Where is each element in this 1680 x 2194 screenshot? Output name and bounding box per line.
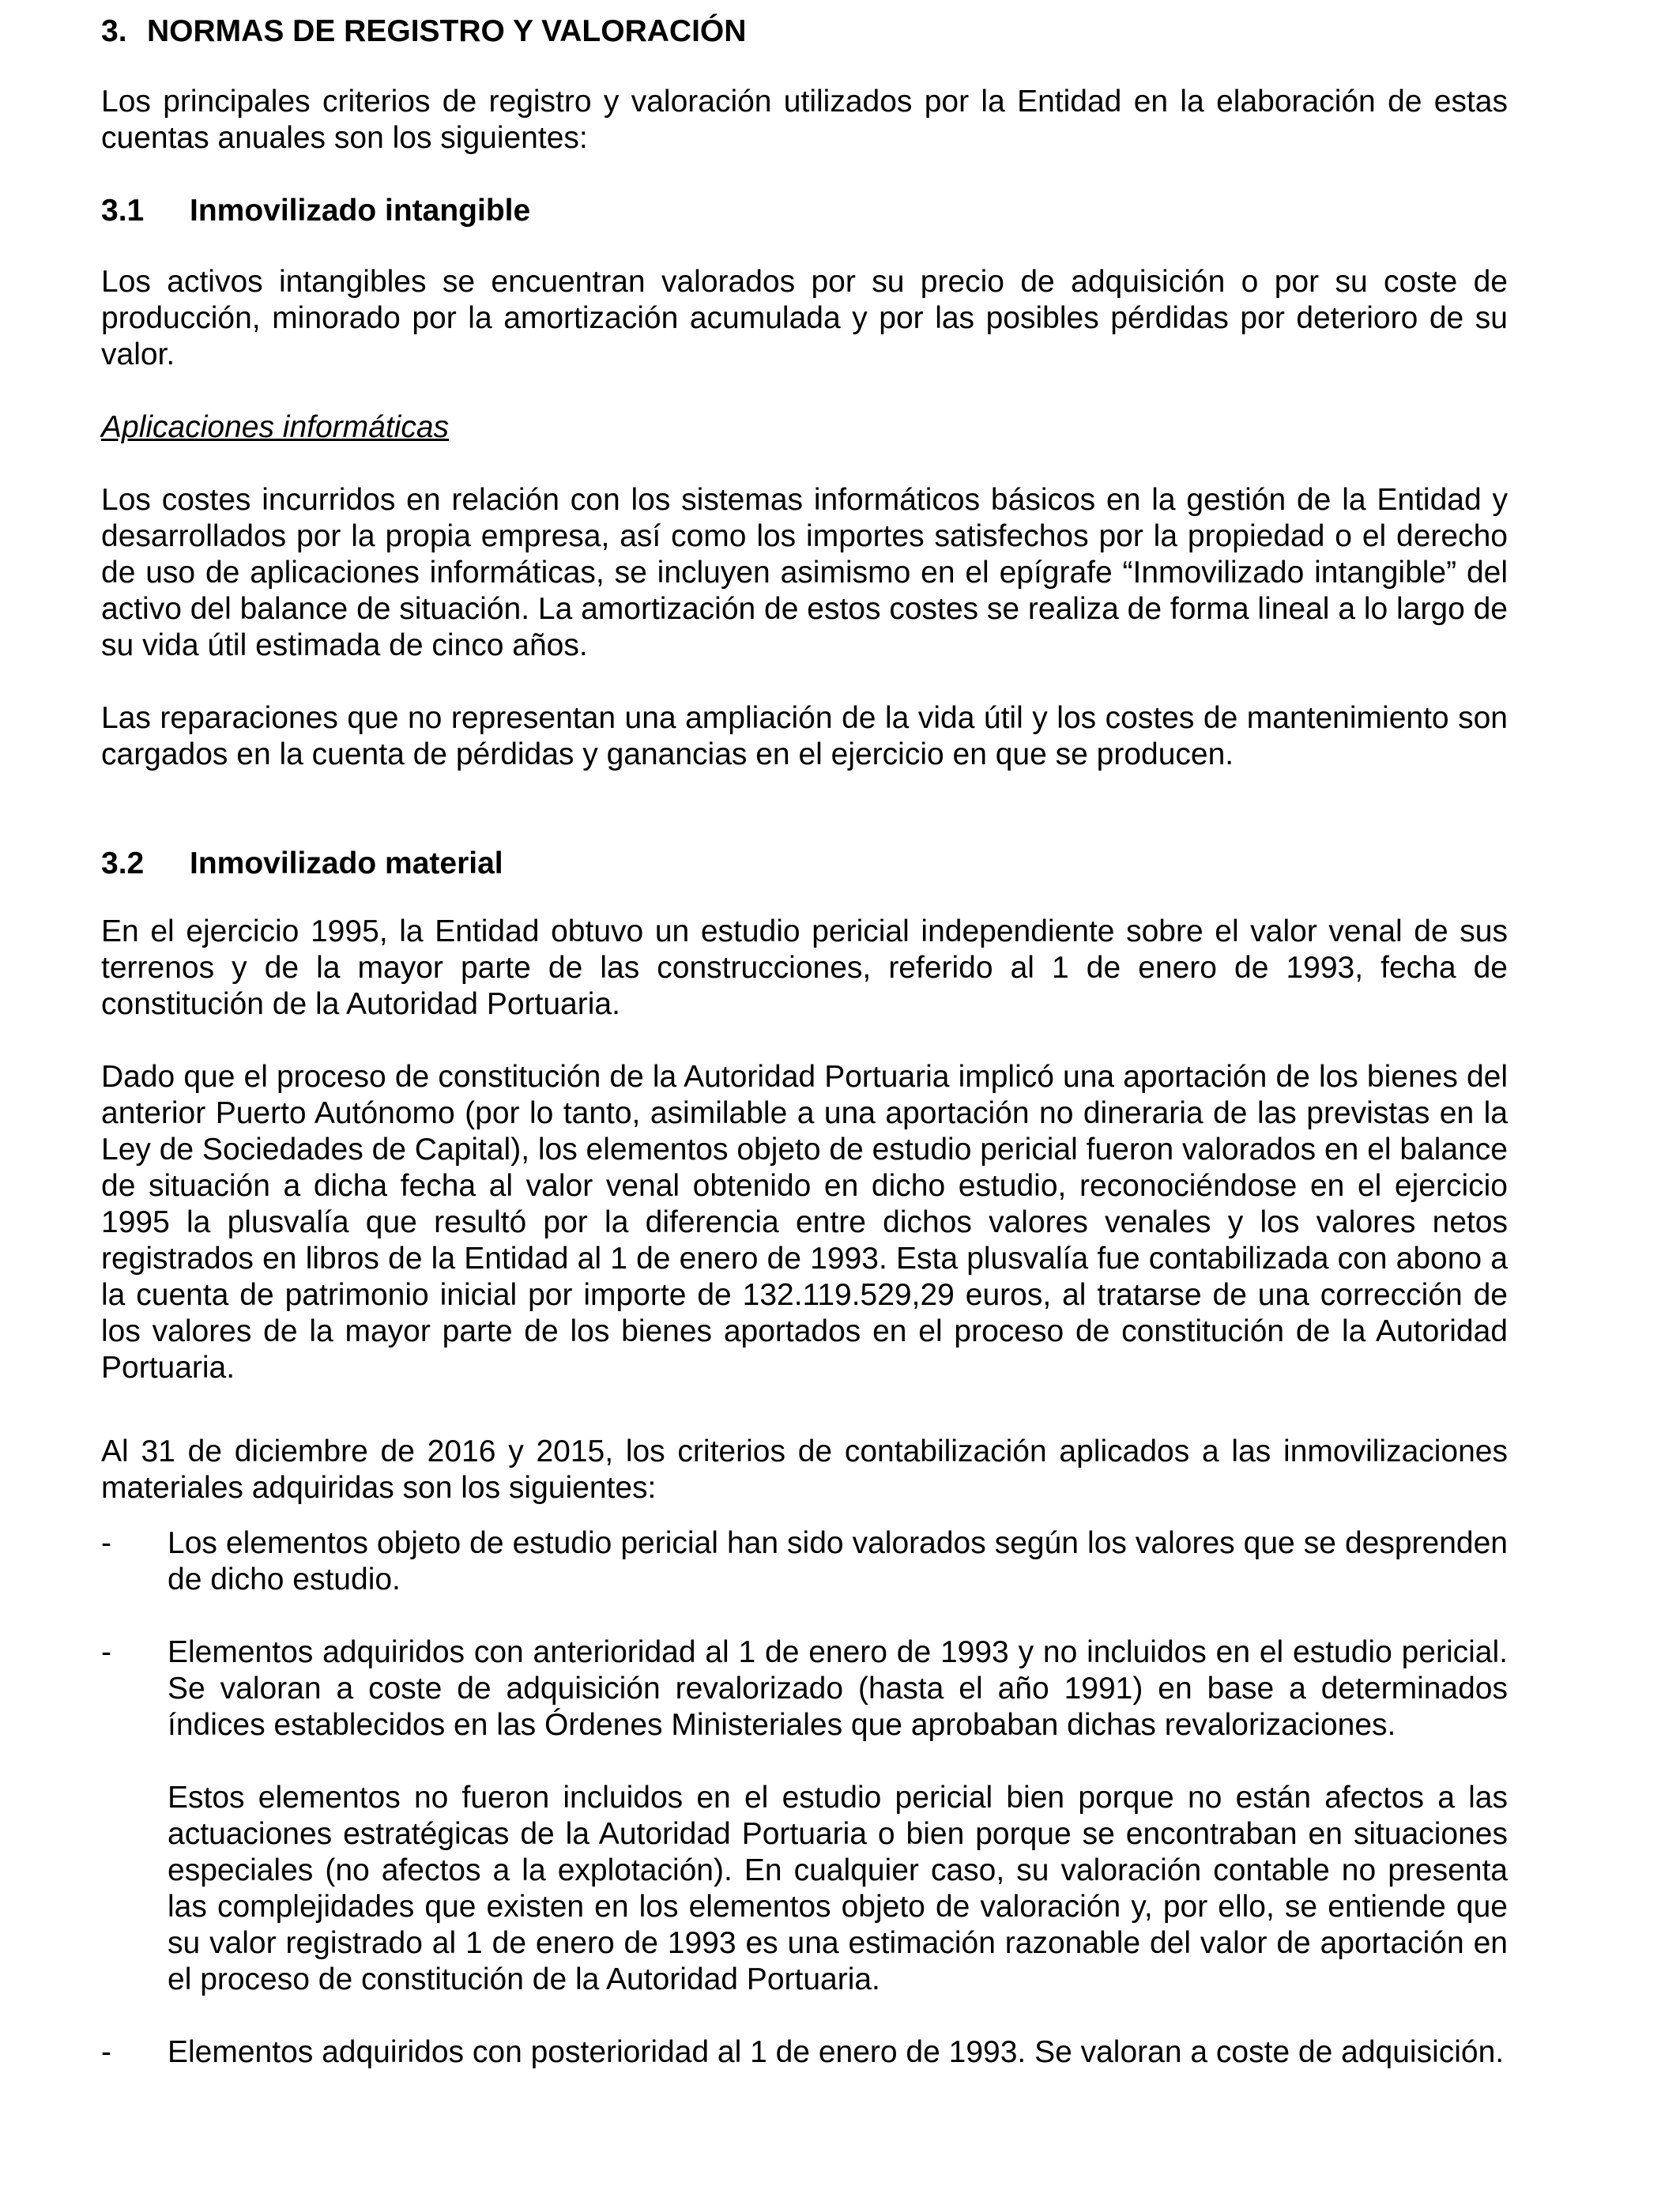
list-item <box>101 1634 1508 1744</box>
section-3-2-number: 3.2 <box>101 846 145 880</box>
section-3-title: NORMAS DE REGISTRO Y VALORACIÓN <box>147 14 747 48</box>
list-item <box>101 2034 1508 2071</box>
section-3-2-paragraph-2: Dado que el proceso de constitución de la Autoridad Portuaria implicó una aportación de los bienes del anterior Puerto Autónomo (por lo tanto, asimilable a una aportación no dineraria de las previstas en la Ley de Sociedades de Capital), los elementos objeto de estudio pericial fueron valorados en el balance de situación a dicha fecha al valor venal obtenido en dicho estudio, reconociéndose en el ejercicio 1995 la plusvalía que resultó por la diferencia entre dichos valores venales y los valores netos registrados en libros de la Entidad al 1 de enero de 1993. Esta plusvalía fue contabilizada con abono a la cuenta de patrimonio inicial por importe de 132.119.529,29 euros, al tratarse de una corrección de los valores de la mayor parte de los bienes aportados en el proceso de constitución de la Autoridad Portuaria. <box>101 1060 1508 1385</box>
section-3-2-paragraph-3: Al 31 de diciembre de 2016 y 2015, los criterios de contabilización aplicados a las inmovilizaciones materiales adquiridas son los siguientes: <box>101 1434 1508 1505</box>
section-3-2-heading <box>101 846 1508 882</box>
section-3-1-number: 3.1 <box>101 194 145 228</box>
section-3-2-title: Inmovilizado material <box>190 846 503 880</box>
list-note-paragraph: Estos elementos no fueron incluidos en el estudio pericial bien porque no están afectos a las actuaciones estratégicas de la Autoridad Portuaria o bien porque se encontraban en situaciones especiales (no afectos a la explotación). En cualquier caso, su valoración contable no presenta las complejidades que existen en los elementos objeto de valoración y, por ello, se entiende que su valor registrado al 1 de enero de 1993 es una estimación razonable del valor de aportación en el proceso de constitución de la Autoridad Portuaria. <box>168 1781 1508 1996</box>
list-dash: - <box>101 1635 111 1669</box>
section-3-1-heading <box>101 193 1508 229</box>
section-3-heading <box>101 8 1508 55</box>
section-3-1-paragraph-2: Los costes incurridos en relación con los sistemas informáticos básicos en la gestión de la Entidad y desarrollados por la propia empresa, así como los importes satisfechos por la propiedad o el derecho de uso de aplicaciones informáticas, se incluyen asimismo en el epígrafe “Inmovilizado intangible” del activo del balance de situación. La amortización de estos costes se realiza de forma lineal a lo largo de su vida útil estimada de cinco años. <box>101 483 1508 662</box>
document-page <box>101 8 1508 2071</box>
list-item-text: Elementos adquiridos con posterioridad al 1 de enero de 1993. Se valoran a coste de adquisición. <box>168 2035 1505 2069</box>
list-dash: - <box>101 2035 111 2069</box>
list-item-text: Elementos adquiridos con anterioridad al 1 de enero de 1993 y no incluidos en el estudio pericial. Se valoran a coste de adquisición revalorizado (hasta el año 1991) en base a determinados índices establecidos en las Órdenes Ministeriales que aprobaban dichas revalorizaciones. <box>168 1635 1508 1742</box>
section-3-intro: Los principales criterios de registro y valoración utilizados por la Entidad en la elaboración de estas cuentas anuales son los siguientes: <box>101 85 1508 155</box>
section-3-number: 3. <box>101 14 127 48</box>
section-3-1-subheading: Aplicaciones informáticas <box>101 410 450 444</box>
section-3-1-title: Inmovilizado intangible <box>190 194 531 228</box>
section-3-2-paragraph-1: En el ejercicio 1995, la Entidad obtuvo un estudio pericial independiente sobre el valor venal de sus terrenos y de la mayor parte de las construcciones, referido al 1 de enero de 1993, fecha de constitución de la Autoridad Portuaria. <box>101 914 1508 1021</box>
list-item <box>101 1525 1508 1598</box>
list-dash: - <box>101 1526 111 1560</box>
list-item-text: Los elementos objeto de estudio pericial han sido valorados según los valores que se desprenden de dicho estudio. <box>168 1526 1508 1596</box>
section-3-1-paragraph-3: Las reparaciones que no representan una ampliación de la vida útil y los costes de mantenimiento son cargados en la cuenta de pérdidas y ganancias en el ejercicio en que se producen. <box>101 701 1508 771</box>
section-3-1-paragraph-1: Los activos intangibles se encuentran valorados por su precio de adquisición o por su coste de producción, minorado por la amortización acumulada y por las posibles pérdidas por deterioro de su valor. <box>101 265 1508 371</box>
